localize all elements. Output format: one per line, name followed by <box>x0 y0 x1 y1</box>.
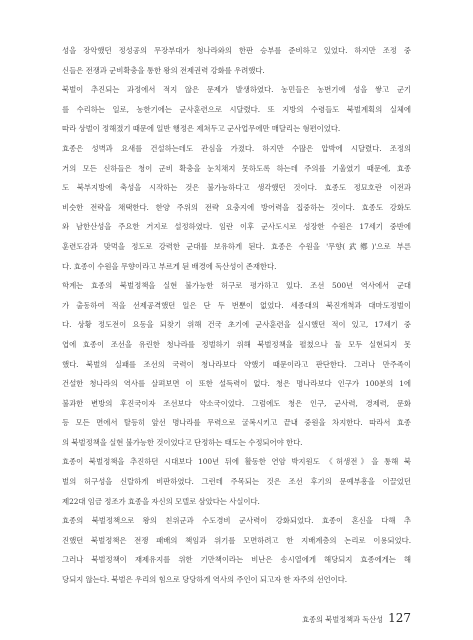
running-head: 효종의 북벌정책과 독산성 <box>302 615 384 624</box>
page-number: 127 <box>388 611 411 625</box>
text-line: 와 남한산성을 주요한 거지로 설정하였다. 임란 이후 군사도시로 성장한 수원은 17세기 중반에 <box>62 222 411 232</box>
text-line: 신들은 전쟁과 군비확충을 통한 왕의 전제권력 강화를 우려했다. <box>62 65 265 75</box>
text-line: 벌의 허구성을 신랄하게 비판하였다. 그런데 주목되는 것은 조선 후기의 문예부흥을 이끌었던 <box>62 477 411 487</box>
text-line: 의 북벌정책을 실현 불가능한 것이었다고 단정하는 태도는 수정되어야 한다. <box>62 437 303 447</box>
text-line: 엽에 효종이 조선을 유린한 청나라를 정벌하기 위해 북벌정책을 펼쳤으나 둘 모두 실현되지 못 <box>62 339 411 349</box>
text-line: 효종이 북벌정책을 추진하던 시대보다 100년 뒤에 활동한 연암 박지원도 《허생전》을 통해 북 <box>62 457 411 467</box>
text-line: 비슷한 전략을 채택한다. 한양 주위의 전략 요충지에 방어력을 집중하는 것이다. 효종도 강화도 <box>62 202 411 212</box>
text-line: 등 모든 면에서 탈등히 앞선 명나라를 무력으로 굴복시키고 끝내 중원을 차지한다. 따라서 효종 <box>62 418 411 428</box>
text-line: 효종의 북벌정책으로 왕의 친위군과 수도경비 군사력이 강화되었다. 효종이 혼신을 다해 추 <box>62 516 411 526</box>
text-line: 성을 장악했던 정성공의 무장부대가 청나라와의 한판 승부를 준비하고 있었다. 하지만 조정 중 <box>62 46 411 55</box>
text-line: 당되지 않는다. 북벌은 우리의 힘으로 당당하게 역사의 주인이 되고자 한 자주의 선언이다. <box>62 575 348 585</box>
text-line: 따라 상벌이 정해졌기 때문에 일반 행정은 제쳐두고 군사업무에만 매달리는 형편이었다. <box>62 124 341 134</box>
text-line: 효종은 성벽과 요새를 건설하는데도 관심을 가졌다. 하지만 수많은 압박에 시달렸다. 조정의 <box>62 143 411 153</box>
text-line: 건설한 청나라의 역사를 살펴보면 이 또한 설득력이 없다. 청은 명나라보다 인구가 100분의 1에 <box>62 379 411 389</box>
text-line: 도 북부지방에 축성을 시작하는 것은 불가능하다고 생각했던 것이다. 효종도 정묘호란 이전과 <box>62 183 411 193</box>
text-line: 다. 상황 정도전이 요동을 되찾기 위해 건국 초기에 군사훈련을 실시했던 적이 있고, 17세기 중 <box>62 320 411 330</box>
text-line: 를 수리하는 일로, 농한기에는 군사훈련으로 시달렸다. 또 지방의 수령들도 북벌계획의 실체에 <box>62 104 411 114</box>
body-text <box>62 41 411 590</box>
text-line: 북벌이 추진되는 과정에서 적지 않은 문제가 발생하였다. 농민들은 농번기에 성을 쌓고 군기 <box>62 85 411 95</box>
text-line: 다. 효종이 수원을 무향이라고 부르게 된 배경에 독산성이 존재한다. <box>62 261 277 271</box>
text-line: 했다. 북벌의 실패를 조선의 국력이 청나라보다 약했기 때문이라고 판단한다. 그러나 만주족이 <box>62 359 411 369</box>
text-line: 거의 모든 신하들은 청이 군비 확충을 눈치채지 못하도록 하는데 주의를 기울였기 때문에, 효종 <box>62 163 411 173</box>
text-line: 불과한 변방의 후진국이자 조선보다 약소국이었다. 그럼에도 청은 인구, 군사력, 경제력, 문화 <box>62 398 411 408</box>
text-line: 가 출동하여 적을 선제공격했던 일은 단 두 번뿐이 없었다. 세종대의 북진개척과 대마도정벌이 <box>62 300 411 310</box>
text-line: 진했던 북벌정책은 전쟁 패배의 책임과 위기를 모면하려고 한 지배계층의 논리로 이용되었다. <box>62 535 411 545</box>
text-line: 학계는 효종의 북벌정책을 실현 불가능한 허구로 평가하고 있다. 조선 500년 역사에서 군대 <box>62 281 411 291</box>
text-line: 그러나 북벌정책이 재제유지를 위한 기만책이라는 비난은 송시열에게 해당되지 효종에게는 해 <box>62 555 411 565</box>
page-footer <box>302 611 411 625</box>
text-line: 제22대 임금 정조가 효종을 자신의 모델로 삼았다는 사실이다. <box>62 496 260 506</box>
text-line: 훈련도감과 맞먹을 정도로 강력한 군대를 보유하게 된다. 효종은 수원을 '무향(武鄕)'으로 부른 <box>62 241 411 251</box>
